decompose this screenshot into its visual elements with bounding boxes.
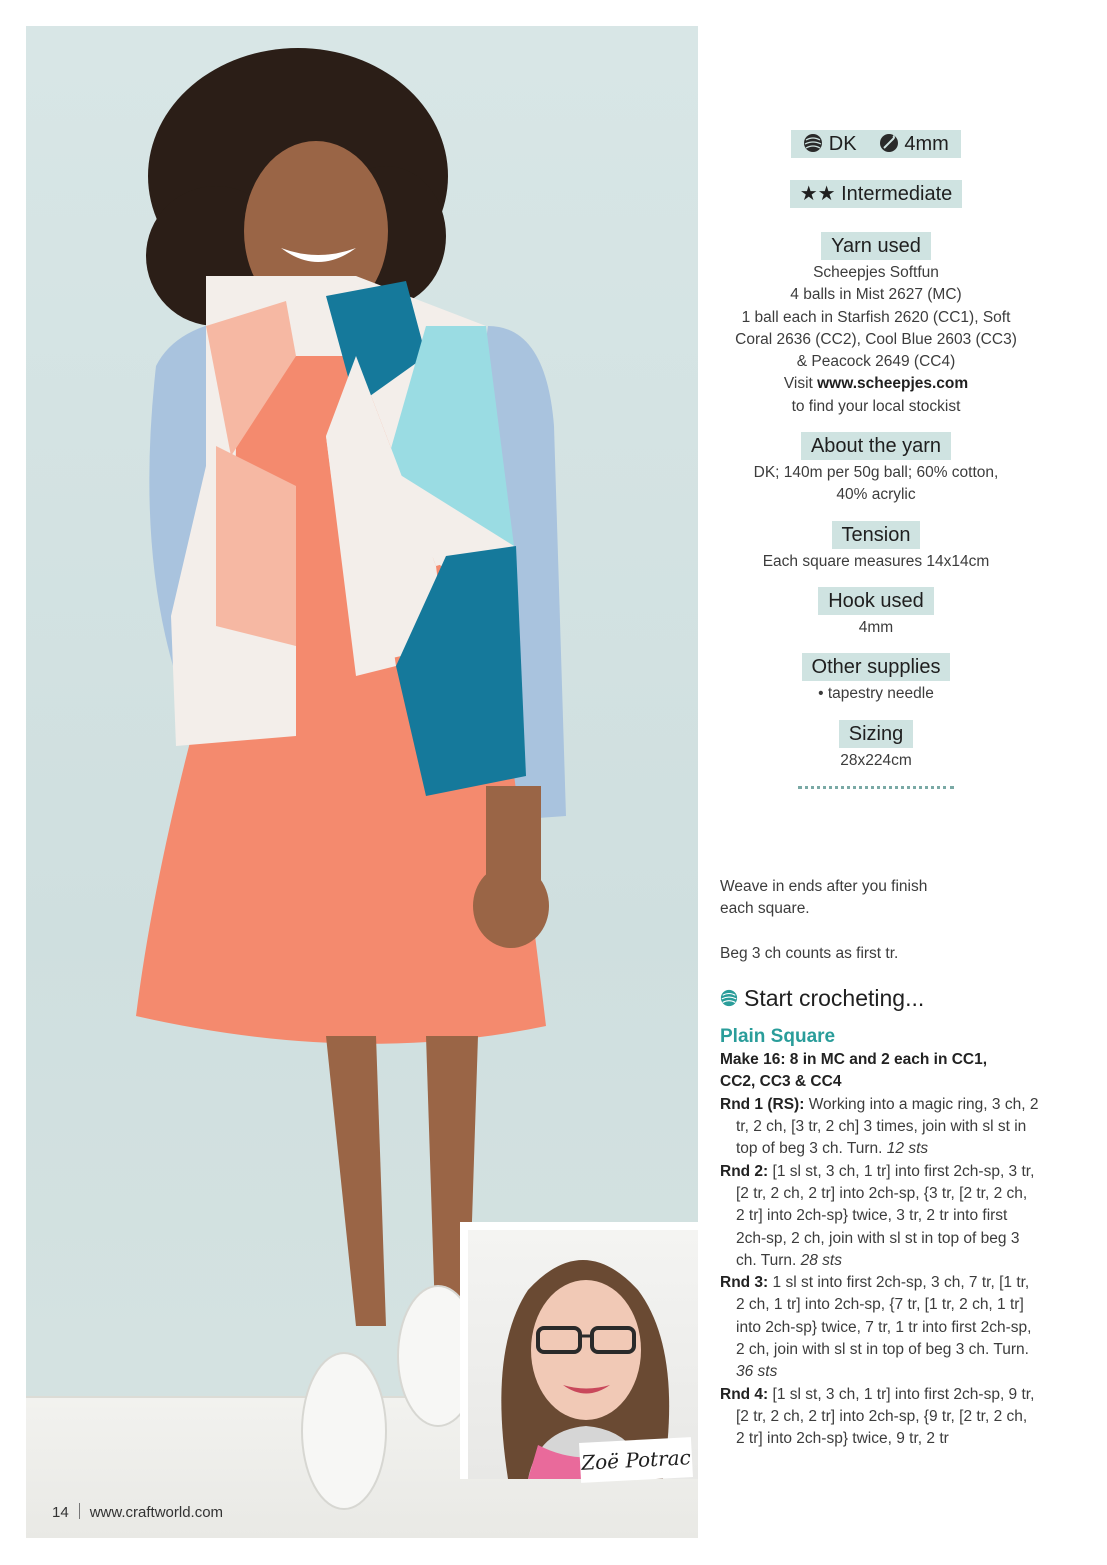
yarn-used-section bbox=[720, 232, 1032, 418]
designer-name: Zoë Potrac bbox=[579, 1437, 693, 1483]
spec-line: 1 ball each in Starfish 2620 (CC1), Soft bbox=[741, 308, 1011, 326]
visit-label: Visit bbox=[783, 375, 818, 393]
spec-line: 28x224cm bbox=[840, 751, 912, 769]
spec-line: Each square measures 14x14cm bbox=[762, 552, 990, 570]
spec-line: to find your local stockist bbox=[791, 397, 961, 415]
scheepjes-link[interactable]: www.scheepjes.com bbox=[817, 375, 969, 393]
round-4 bbox=[720, 1384, 1040, 1451]
spec-line: 40% acrylic bbox=[836, 486, 916, 504]
pattern-specs bbox=[720, 130, 1032, 789]
difficulty-badge: ★★ Intermediate bbox=[790, 180, 963, 208]
about-yarn-section bbox=[720, 432, 1032, 507]
section-heading: About the yarn bbox=[801, 432, 951, 460]
round-label: Rnd 3: bbox=[720, 1274, 769, 1292]
note-weave: Weave in ends after you finish each square. bbox=[720, 878, 928, 918]
tension-section bbox=[720, 521, 1032, 573]
section-heading: Tension bbox=[832, 521, 921, 549]
section-heading: Other supplies bbox=[802, 653, 951, 681]
round-text: Working into a magic ring, 3 ch, 2 tr, 2 ch, [3 tr, 2 ch] 3 times, join with sl st in top of beg 3 ch. Turn. bbox=[736, 1095, 1039, 1158]
hook-size: 4mm bbox=[904, 133, 949, 155]
round-text: 1 sl st into first 2ch-sp, 3 ch, 7 tr, [1 tr, 2 ch, 1 tr] into 2ch-sp, {7 tr, [1 tr, 2 ch, 1 tr] into 2ch-sp} twice, 7 tr, 1 tr into first 2ch-sp, 2 ch, join with sl st in top of beg 3 ch. Turn. bbox=[736, 1274, 1032, 1359]
round-2 bbox=[720, 1161, 1040, 1272]
pattern-section-title: Plain Square bbox=[720, 1026, 836, 1048]
dotted-divider bbox=[798, 786, 954, 789]
yarn-ball-icon bbox=[803, 133, 823, 153]
note-beg: Beg 3 ch counts as first tr. bbox=[720, 944, 899, 962]
footer-website-link[interactable]: www.craftworld.com bbox=[89, 1504, 224, 1521]
spec-line: Scheepjes Softfun bbox=[813, 264, 939, 281]
round-text: [1 sl st, 3 ch, 1 tr] into first 2ch-sp, 3 tr, [2 tr, 2 ch, 2 tr] into 2ch-sp, {3 tr, [2 tr, 2 ch, 2 tr] into 2ch-sp} twice, 3 tr, 2 tr into first 2ch-sp, 2 ch, join with sl st in top of beg 3 ch. Turn. bbox=[736, 1162, 1035, 1269]
round-1 bbox=[720, 1094, 1040, 1161]
spec-line: 4mm bbox=[858, 618, 894, 636]
footer-divider bbox=[79, 1503, 80, 1519]
yarn-ball-icon bbox=[720, 989, 738, 1007]
round-text: [1 sl st, 3 ch, 1 tr] into first 2ch-sp, 9 tr, [2 tr, 2 ch, 2 tr] into 2ch-sp, {9 tr, [2 tr, 2 ch, 2 tr] into 2ch-sp} twice, 9 tr, 2 tr bbox=[736, 1385, 1035, 1448]
round-label: Rnd 2: bbox=[720, 1162, 769, 1180]
section-heading: Hook used bbox=[818, 587, 934, 615]
spec-line: & Peacock 2649 (CC4) bbox=[796, 353, 956, 371]
weight-hook-badge bbox=[791, 130, 961, 158]
page-number: 14 bbox=[52, 1504, 69, 1521]
make-instructions: Make 16: 8 in MC and 2 each in CC1, CC2, CC3 & CC4 bbox=[720, 1051, 988, 1091]
section-heading: Yarn used bbox=[821, 232, 931, 260]
page-footer bbox=[52, 1503, 223, 1521]
round-3 bbox=[720, 1272, 1040, 1383]
hook-icon bbox=[879, 133, 899, 153]
stitch-count: 12 sts bbox=[886, 1140, 929, 1158]
round-label: Rnd 1 (RS): bbox=[720, 1095, 805, 1113]
spec-line: Coral 2636 (CC2), Cool Blue 2603 (CC3) bbox=[735, 330, 1017, 348]
start-heading bbox=[720, 984, 1040, 1011]
spec-line: 4 balls in Mist 2627 (MC) bbox=[790, 286, 962, 304]
stitch-count: 28 sts bbox=[800, 1251, 842, 1269]
other-supplies-section bbox=[720, 653, 1032, 705]
section-heading: Sizing bbox=[839, 720, 913, 748]
stitch-count: 36 sts bbox=[736, 1363, 778, 1381]
sizing-section bbox=[720, 720, 1032, 772]
spec-line: DK; 140m per 50g ball; 60% cotton, bbox=[753, 464, 999, 482]
round-label: Rnd 4: bbox=[720, 1385, 769, 1403]
hook-used-section bbox=[720, 587, 1032, 639]
yarn-weight: DK bbox=[828, 133, 857, 155]
pattern-body bbox=[720, 876, 1040, 1451]
start-heading-text: Start crocheting... bbox=[744, 984, 925, 1011]
spec-line: • tapestry needle bbox=[818, 685, 934, 703]
